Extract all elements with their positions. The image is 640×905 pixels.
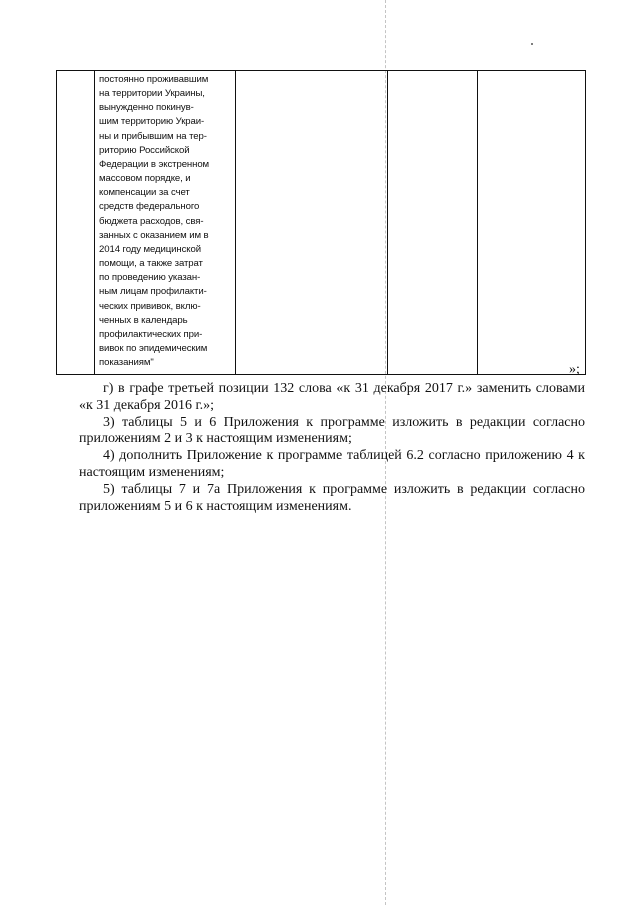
description-text: постоянно проживавшим на территории Украины, вынужденно покинув- шим территорию Украи- ны и прибывшим на тер- риторию Российской Федерации в экстренном массовом порядке, и компенсации за счет средств федерального бюджета расходов, свя- занных с оказанием им в 2014 году медицинской помощи, а также затрат по проведению указан- ным лицам профилакти- ческих прививок, вклю- ченных в календарь профилактических при- вивок по эпидемическим показаниям"	[99, 74, 210, 369]
table-cell-description	[95, 71, 236, 375]
scan-speck	[531, 43, 533, 45]
paragraph-5: 5) таблицы 7 и 7а Приложения к программе изложить в редакции согласно приложениям 5 и 6 к настоящим изменениям.	[79, 481, 585, 514]
table-cell-empty	[478, 71, 586, 375]
table-cell-number	[57, 71, 95, 375]
table-row	[57, 71, 586, 375]
continuation-table	[56, 70, 586, 375]
paragraph-3: 3) таблицы 5 и 6 Приложения к программе изложить в редакции согласно приложениям 2 и 3 к настоящим изменениям;	[79, 414, 585, 447]
paragraph-4: 4) дополнить Приложение к программе таблицей 6.2 согласно приложению 4 к настоящим изменениям;	[79, 448, 585, 480]
amendments-text	[79, 381, 585, 515]
closing-quote: »;	[569, 362, 580, 377]
paragraph-g: г) в графе третьей позиции 132 слова «к 31 декабря 2017 г.» заменить словами «к 31 декабря 2016 г.»;	[79, 381, 585, 413]
table-cell-empty	[236, 71, 388, 375]
table-cell-empty	[388, 71, 478, 375]
